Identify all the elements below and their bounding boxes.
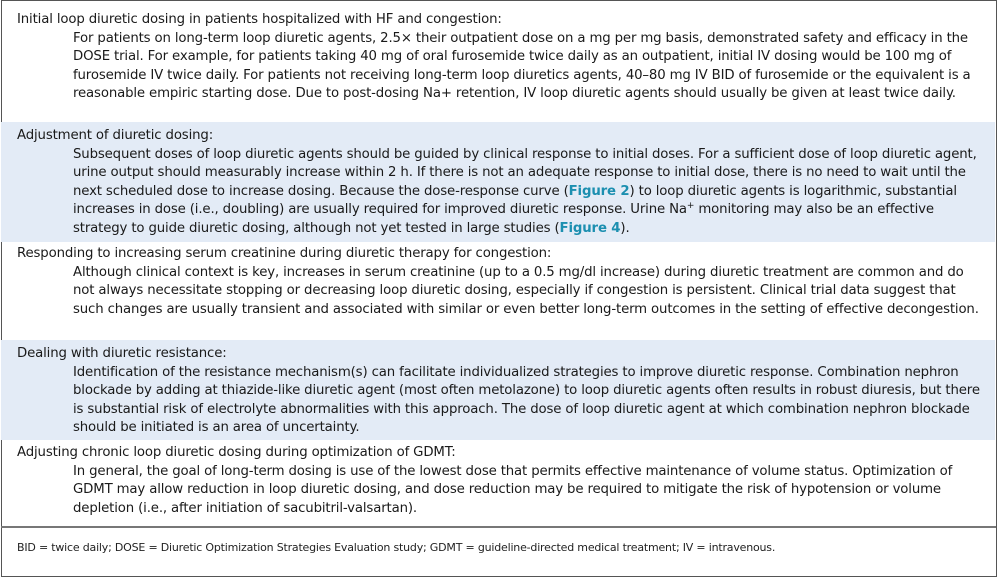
section-body: Identification of the resistance mechanism(s) can facilitate individualized strategies to improve diuretic response. Combination nephron blockade by adding at thiazide-like diuretic agent (most often metolazone) to loop diuretic agents often results in robust diuresis, but there is substantial risk of electrolyte abnormalities with this approach. The dose of loop diuretic agent at which combination nephron blockade should be initiated is an area of uncertainty. xyxy=(73,364,980,436)
section-heading: Dealing with diuretic resistance: xyxy=(17,346,227,361)
section-body: In general, the goal of long-term dosing is use of the lowest dose that permits effective maintenance of volume status. Optimization of GDMT may allow reduction in loop diuretic dosing, and dose reduction may be required to mitigate the risk of hypotension or volume depletion (i.e., after initiation of sacubitril-valsartan). xyxy=(73,463,953,516)
section-heading: Responding to increasing serum creatinine during diuretic therapy for congestion: xyxy=(17,246,552,261)
section-body: For patients on long-term loop diuretic agents, 2.5× their outpatient dose on a mg per mg basis, demonstrated safety and efficacy in the DOSE trial. For example, for patients taking 40 mg of oral furosemide twice daily as an outpatient, initial IV dosing would be 100 mg of furosemide IV twice daily. For patients not receiving long-term loop diuretics agents, 40–80 mg IV BID of furosemide or the equivalent is a reasonable empiric starting dose. Due to post-dosing Na+ retention, IV loop diuretic agents should usually be given at least twice daily. xyxy=(73,30,971,102)
superscript-plus: + xyxy=(686,201,695,212)
footnote-divider xyxy=(1,526,996,528)
body-text: monitoring may also be an effective strategy to guide diuretic dosing, although not yet tested in large studies ( xyxy=(73,202,934,236)
body-text: ). xyxy=(620,220,630,236)
abbreviations-footnote: BID = twice daily; DOSE = Diuretic Optimization Strategies Evaluation study; GDMT = guideline-directed medical treatment; IV = intravenous. xyxy=(17,541,776,554)
section-chronic-dosing xyxy=(1,440,995,526)
section-heading: Adjusting chronic loop diuretic dosing during optimization of GDMT: xyxy=(17,445,456,460)
figure-2-link[interactable]: Figure 2 xyxy=(568,183,630,199)
body-text: ) to loop diuretic agents is logarithmic, substantial increases in dose (i.e., doubling) are usually required for improved diuretic response. Urine Na xyxy=(73,183,957,218)
section-adjustment-dosing xyxy=(1,122,995,242)
section-body xyxy=(17,146,995,239)
section-serum-creatinine xyxy=(1,242,995,340)
section-body: Although clinical context is key, increases in serum creatinine (up to a 0.5 mg/dl increase) during diuretic treatment are common and do not always necessitate stopping or decreasing loop diuretic dosing, especially if congestion is persistent. Clinical trial data suggest that such changes are usually transient and associated with similar or even better long-term outcomes in the setting of effective decongestion. xyxy=(73,264,979,317)
section-heading: Initial loop diuretic dosing in patients hospitalized with HF and congestion: xyxy=(17,12,502,27)
section-diuretic-resistance xyxy=(1,340,995,440)
figure-4-link[interactable]: Figure 4 xyxy=(559,220,621,236)
section-initial-dosing xyxy=(1,6,995,122)
section-heading: Adjustment of diuretic dosing: xyxy=(17,128,214,143)
body-text: Subsequent doses of loop diuretic agents should be guided by clinical response to initial doses. For a sufficient dose of loop diuretic agent, urine output should measurably increase within 2 h. If there is not an adequate response to initial dose, there is no need to wait until the next scheduled dose to increase dosing. Because the dose-response curve ( xyxy=(73,146,977,199)
